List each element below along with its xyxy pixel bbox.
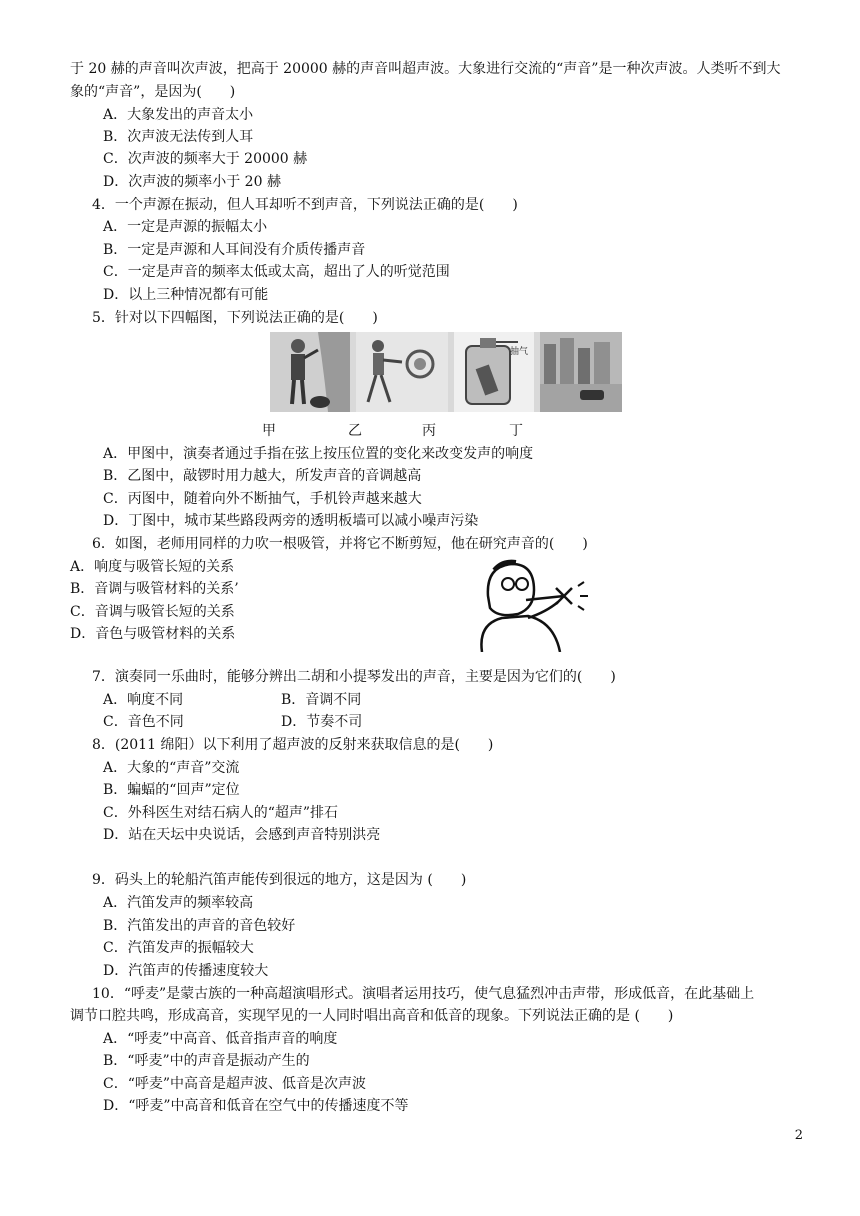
city-road-figure: [540, 332, 622, 412]
q6-option-d: D．音色与吸管材料的关系: [70, 626, 236, 642]
pump-label: 抽气: [510, 347, 529, 357]
q10-stem-line2: 调节口腔共鸣，形成高音，实现罕见的一人同时唱出高音和低音的现象。下列说法正确的是 ( ): [70, 1008, 674, 1024]
q6-option-b: B．音调与吸管材料的关系’: [70, 581, 239, 597]
q10-option-b: B．“呼麦”中的声音是振动产生的: [103, 1053, 310, 1069]
gong-figure: [356, 332, 448, 412]
caption-bing: 丙: [422, 423, 436, 439]
q5-option-a: A．甲图中，演奏者通过手指在弦上按压位置的变化来改变发声的响度: [103, 446, 534, 462]
q3-stem-line1: 于 20 赫的声音叫次声波，把高于 20000 赫的声音叫超声波。大象进行交流的“声音”是一种次声波。人类听不到大: [70, 61, 781, 77]
q7-stem: 7．演奏同一乐曲时，能够分辨出二胡和小提琴发出的声音，主要是因为它们的( ): [92, 669, 616, 685]
q6-option-c: C．音调与吸管长短的关系: [70, 604, 235, 620]
violinist-figure: [270, 332, 350, 412]
q9-option-d: D．汽笛声的传播速度较大: [103, 963, 269, 979]
q9-stem: 9．码头上的轮船汽笛声能传到很远的地方，这是因为 ( ): [92, 872, 467, 888]
q5-option-c: C．丙图中，随着向外不断抽气，手机铃声越来越大: [103, 491, 422, 507]
q9-option-c: C．汽笛发声的振幅较大: [103, 940, 254, 956]
q7-option-a: A．响度不同: [103, 692, 184, 708]
q5-stem: 5．针对以下四幅图，下列说法正确的是( ): [92, 310, 378, 326]
q10-stem-line1: 10．“呼麦”是蒙古族的一种高超演唱形式。演唱者运用技巧，使气息猛烈冲击声带，形成低音，在此基础上: [92, 986, 755, 1002]
q3-option-c: C．次声波的频率大于 20000 赫: [103, 151, 308, 167]
q10-option-c: C．“呼麦”中高音是超声波、低音是次声波: [103, 1076, 367, 1092]
caption-jia: 甲: [262, 423, 276, 439]
q6-stem: 6．如图，老师用同样的力吹一根吸管，并将它不断剪短，他在研究声音的( ): [92, 536, 588, 552]
q3-option-b: B．次声波无法传到人耳: [103, 129, 254, 145]
teacher-straw-figure: [468, 556, 594, 652]
caption-yi: 乙: [348, 423, 362, 439]
bell-jar-figure: [454, 332, 534, 412]
q3-option-a: A．大象发出的声音太小: [103, 107, 254, 123]
q5-figure-strip: [270, 332, 622, 412]
q9-option-a: A．汽笛发声的频率较高: [103, 895, 254, 911]
q8-option-d: D．站在天坛中央说话，会感到声音特别洪亮: [103, 827, 381, 843]
q7-option-d: D．节奏不司: [281, 714, 363, 730]
q4-option-a: A．一定是声源的振幅太小: [103, 219, 268, 235]
q4-option-c: C．一定是声音的频率太低或太高，超出了人的听觉范围: [103, 264, 450, 280]
q7-option-b: B．音调不同: [281, 692, 362, 708]
q10-option-a: A．“呼麦”中高音、低音指声音的响度: [103, 1031, 338, 1047]
q8-option-b: B．蝙蝠的“回声”定位: [103, 782, 240, 798]
q6-option-a: A．响度与吸管长短的关系: [70, 559, 235, 575]
q3-option-d: D．次声波的频率小于 20 赫: [103, 174, 281, 190]
q4-stem: 4．一个声源在振动，但人耳却听不到声音，下列说法正确的是( ): [92, 197, 518, 213]
q5-option-b: B．乙图中，敲锣时用力越大，所发声音的音调越高: [103, 468, 422, 484]
q9-option-b: B．汽笛发出的声音的音色较好: [103, 918, 296, 934]
q8-option-c: C．外科医生对结石病人的“超声”排石: [103, 805, 339, 821]
q7-option-c: C．音色不同: [103, 714, 184, 730]
caption-ding: 丁: [509, 423, 523, 439]
q8-option-a: A．大象的“声音”交流: [103, 760, 240, 776]
q8-stem: 8．(2011 绵阳）以下利用了超声波的反射来获取信息的是( ): [92, 737, 494, 753]
q10-option-d: D．“呼麦”中高音和低音在空气中的传播速度不等: [103, 1098, 409, 1114]
q3-stem-line2: 象的“声音”，是因为( ): [70, 84, 236, 100]
q4-option-b: B．一定是声源和人耳间没有介质传播声音: [103, 242, 366, 258]
page-number: 2: [794, 1128, 803, 1143]
q5-option-d: D．丁图中，城市某些路段两旁的透明板墙可以减小噪声污染: [103, 513, 479, 529]
q4-option-d: D．以上三种情况都有可能: [103, 287, 269, 303]
